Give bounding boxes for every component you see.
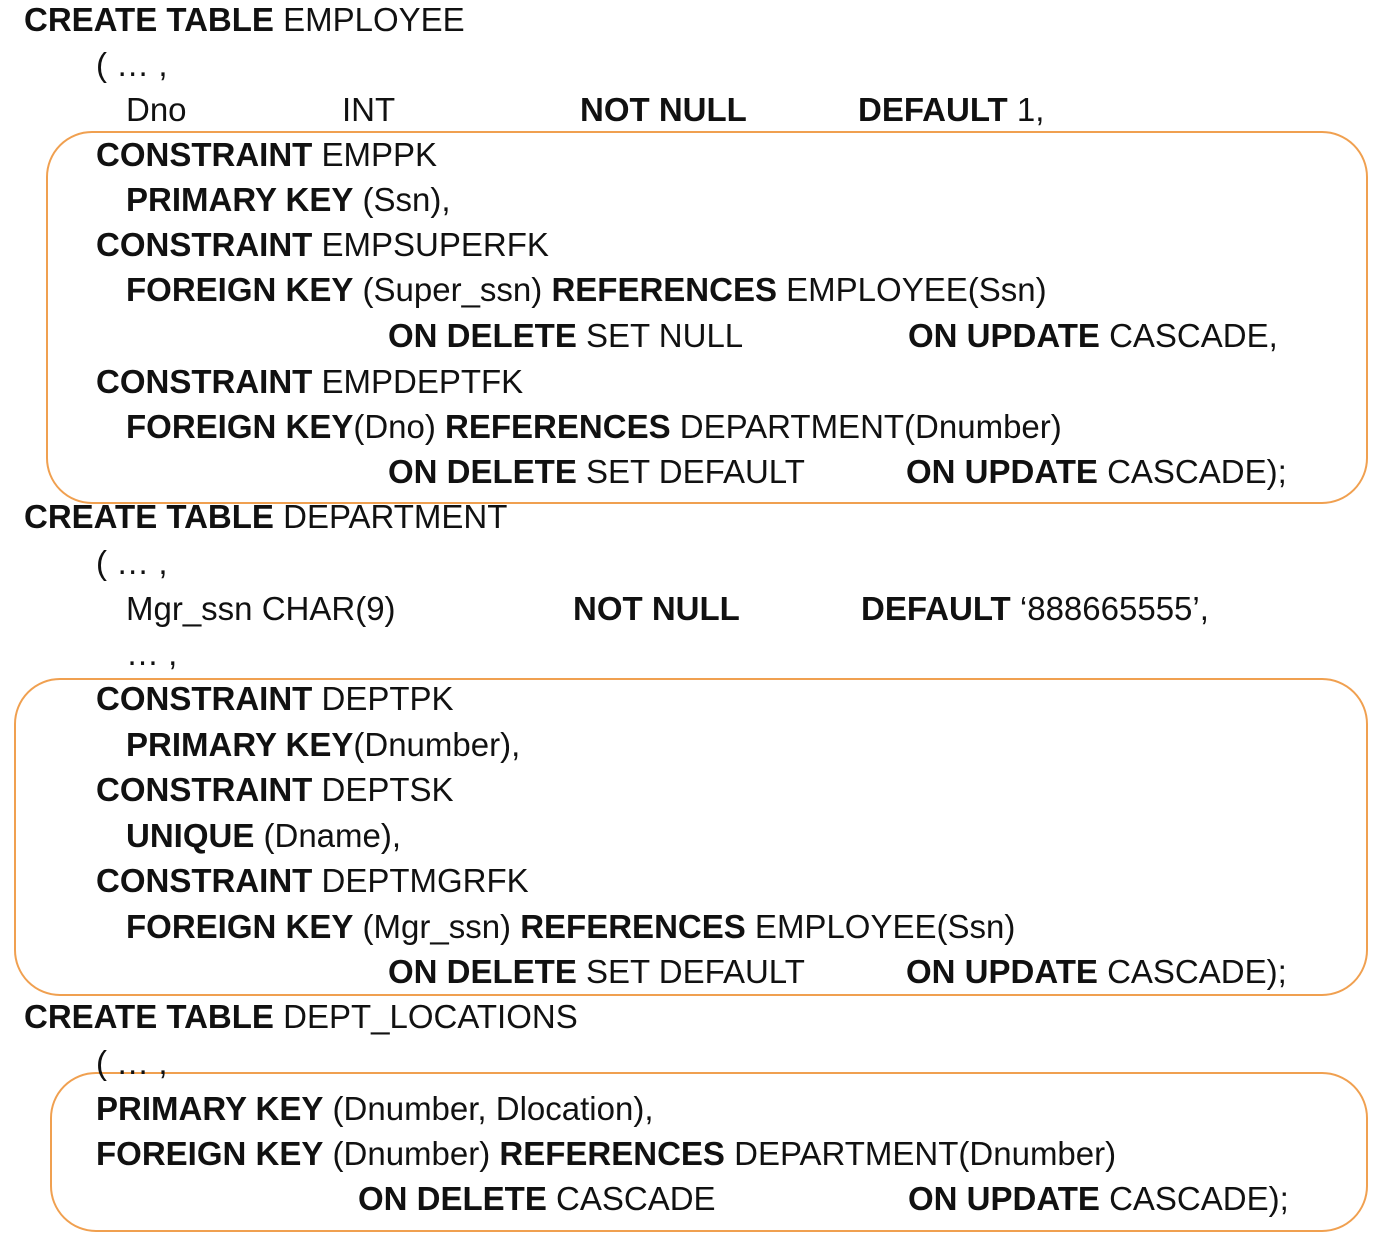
referenced-table: EMPLOYEE(Ssn) [777, 271, 1047, 308]
keyword: CONSTRAINT [96, 136, 313, 173]
default-value: 1, [1007, 91, 1045, 128]
on-delete-clause [358, 1179, 716, 1219]
open-paren: ( … , [96, 1044, 168, 1081]
primary-key-line [126, 180, 451, 220]
key-columns: (Dnumber), [353, 726, 521, 763]
keyword: REFERENCES [551, 271, 777, 308]
keyword: REFERENCES [520, 908, 746, 945]
on-delete-clause [388, 452, 805, 492]
constraint-name: EMPPK [312, 136, 438, 173]
not-null-keyword: NOT NULL [580, 91, 747, 128]
not-null-keyword: NOT NULL [573, 590, 740, 627]
table-name: DEPARTMENT [273, 498, 508, 535]
open-paren: ( … , [96, 46, 168, 83]
constraint-name: DEPTSK [312, 771, 454, 808]
column-type: INT [342, 91, 396, 128]
keyword: ON UPDATE [908, 317, 1100, 354]
column-definition: Mgr_ssn CHAR(9) [126, 590, 396, 627]
ellipsis: … , [126, 635, 178, 672]
keyword: CONSTRAINT [96, 862, 313, 899]
keyword: CONSTRAINT [96, 680, 313, 717]
constraint-line [96, 861, 529, 901]
action: SET DEFAULT [576, 953, 805, 990]
foreign-key-line [126, 270, 1047, 310]
key-columns: (Ssn), [353, 181, 451, 218]
constraint-name: DEPTPK [312, 680, 454, 717]
action: SET NULL [576, 317, 744, 354]
constraint-line [96, 135, 437, 175]
constraint-line [96, 362, 523, 402]
keyword: CREATE TABLE [24, 498, 274, 535]
constraint-line [96, 225, 549, 265]
action: CASCADE); [1099, 1180, 1289, 1217]
key-columns: (Dno) [353, 408, 446, 445]
key-columns: (Dnumber) [323, 1135, 500, 1172]
table-name: DEPT_LOCATIONS [273, 998, 578, 1035]
create-table-department [24, 497, 507, 537]
referenced-table: DEPARTMENT(Dnumber) [670, 408, 1062, 445]
foreign-key-line [126, 907, 1015, 947]
keyword: PRIMARY KEY [126, 181, 354, 218]
on-delete-clause [388, 316, 743, 356]
key-columns: (Dname), [254, 817, 402, 854]
action: CASCADE); [1097, 953, 1287, 990]
keyword: REFERENCES [499, 1135, 725, 1172]
keyword: CREATE TABLE [24, 1, 274, 38]
foreign-key-line [126, 407, 1062, 447]
primary-key-line [126, 725, 520, 765]
constraint-name: EMPSUPERFK [312, 226, 549, 263]
keyword: DEFAULT [861, 590, 1011, 627]
foreign-key-line [96, 1134, 1116, 1174]
constraint-name: DEPTMGRFK [312, 862, 529, 899]
action: CASCADE [546, 1180, 716, 1217]
key-columns: (Mgr_ssn) [353, 908, 521, 945]
keyword: REFERENCES [445, 408, 671, 445]
keyword: CREATE TABLE [24, 998, 274, 1035]
keyword: CONSTRAINT [96, 363, 313, 400]
keyword: FOREIGN KEY [126, 271, 354, 308]
keyword: ON DELETE [388, 317, 577, 354]
keyword: FOREIGN KEY [126, 908, 354, 945]
default-clause [861, 589, 1209, 629]
action: CASCADE); [1097, 453, 1287, 490]
key-columns: (Dnumber, Dlocation), [323, 1090, 654, 1127]
keyword: PRIMARY KEY [126, 726, 354, 763]
keyword: ON UPDATE [906, 453, 1098, 490]
constraint-line [96, 679, 454, 719]
on-update-clause [908, 1179, 1289, 1219]
table-name: EMPLOYEE [273, 1, 465, 38]
action: CASCADE, [1099, 317, 1278, 354]
on-update-clause [906, 952, 1287, 992]
on-delete-clause [388, 952, 805, 992]
default-value: ‘888665555’, [1010, 590, 1209, 627]
primary-key-line [96, 1089, 654, 1129]
key-columns: (Super_ssn) [353, 271, 552, 308]
on-update-clause [906, 452, 1287, 492]
keyword: ON DELETE [388, 953, 577, 990]
unique-line [126, 816, 401, 856]
keyword: CONSTRAINT [96, 771, 313, 808]
keyword: FOREIGN KEY [126, 408, 354, 445]
create-table-employee [24, 0, 465, 40]
keyword: ON DELETE [388, 453, 577, 490]
create-table-dept-locations [24, 997, 578, 1037]
column-name: Dno [126, 91, 187, 128]
keyword: FOREIGN KEY [96, 1135, 324, 1172]
keyword: DEFAULT [858, 91, 1008, 128]
open-paren: ( … , [96, 544, 168, 581]
constraint-line [96, 770, 454, 810]
action: SET DEFAULT [576, 453, 805, 490]
keyword: UNIQUE [126, 817, 255, 854]
referenced-table: EMPLOYEE(Ssn) [745, 908, 1016, 945]
keyword: ON UPDATE [908, 1180, 1100, 1217]
default-clause [858, 90, 1044, 130]
keyword: ON UPDATE [906, 953, 1098, 990]
keyword: ON DELETE [358, 1180, 547, 1217]
referenced-table: DEPARTMENT(Dnumber) [724, 1135, 1117, 1172]
constraint-name: EMPDEPTFK [312, 363, 524, 400]
keyword: CONSTRAINT [96, 226, 313, 263]
on-update-clause [908, 316, 1278, 356]
keyword: PRIMARY KEY [96, 1090, 324, 1127]
